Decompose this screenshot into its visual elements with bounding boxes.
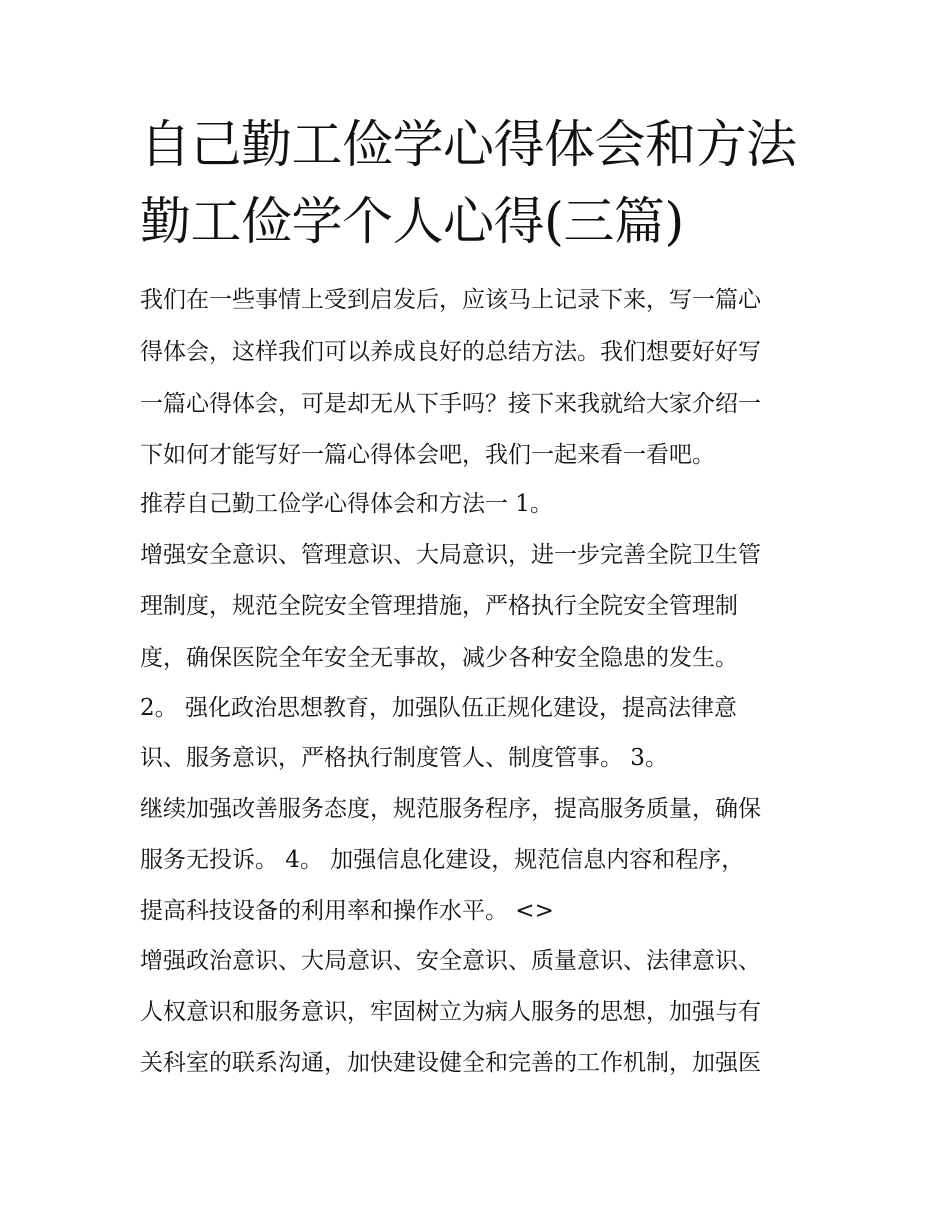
body-line-14: 增强政治意识、大局意识、安全意识、质量意识、法律意识、 (140, 948, 761, 974)
body-line-13: 提高科技设备的利用率和操作水平。 <> (140, 898, 554, 924)
body-line-7: 理制度，规范全院安全管理措施，严格执行全院安全管理制 (140, 593, 738, 619)
body-line-9: 2。 强化政治思想教育，加强队伍正规化建设，提高法律意 (140, 695, 737, 721)
body-line-16: 关科室的联系沟通，加快建设健全和完善的工作机制，加强医 (140, 1050, 761, 1076)
body-line-6: 增强安全意识、管理意识、大局意识，进一步完善全院卫生管 (140, 542, 761, 568)
body-line-8: 度，确保医院全年安全无事故，减少各种安全隐患的发生。 (140, 645, 738, 671)
body-line-1: 我们在一些事情上受到启发后，应该马上记录下来，写一篇心 (140, 287, 761, 313)
body-line-2: 得体会，这样我们可以养成良好的总结方法。我们想要好好写 (140, 339, 761, 365)
body-line-12: 服务无投诉。 4。 加强信息化建设，规范信息内容和程序， (140, 847, 745, 873)
body-line-4: 下如何才能写好一篇心得体会吧，我们一起来看一看吧。 (140, 442, 715, 468)
document-title-line-1: 自己勤工俭学心得体会和方法 (140, 116, 797, 175)
body-line-5: 推荐自己勤工俭学心得体会和方法一 1。 (140, 491, 553, 517)
body-line-10: 识、服务意识，严格执行制度管人、制度管事。 3。 (140, 745, 668, 771)
document-title-line-2: 勤工俭学个人心得(三篇) (140, 193, 684, 252)
body-line-11: 继续加强改善服务态度，规范服务程序，提高服务质量，确保 (140, 796, 761, 822)
body-line-3: 一篇心得体会，可是却无从下手吗？接下来我就给大家介绍一 (140, 391, 761, 417)
body-line-15: 人权意识和服务意识，牢固树立为病人服务的思想，加强与有 (140, 999, 761, 1025)
